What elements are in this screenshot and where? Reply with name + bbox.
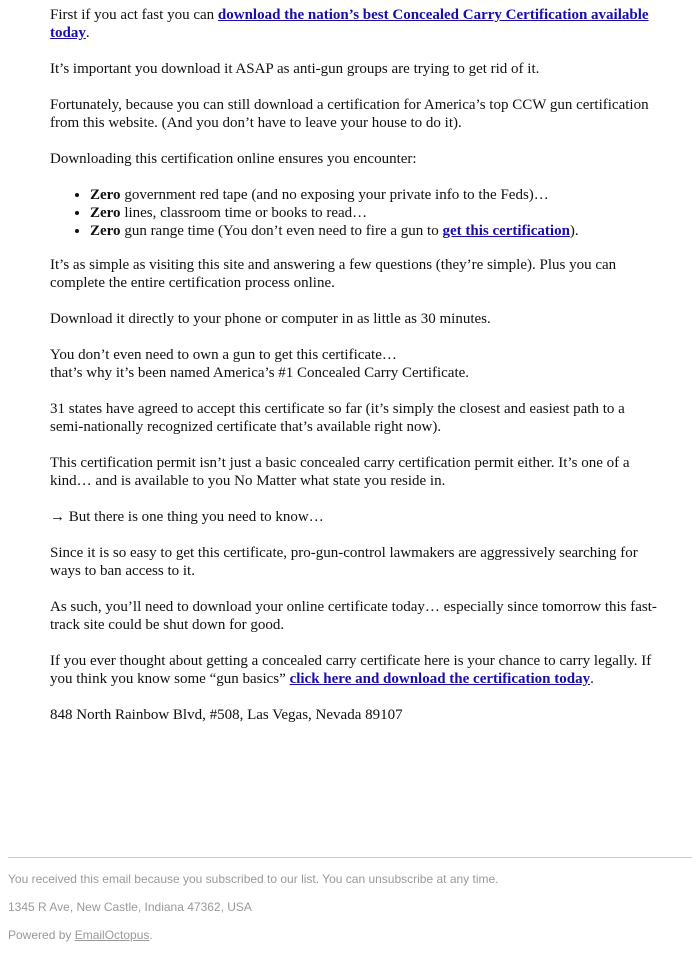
paragraph-as-such: As such, you’ll need to download your online certificate today… especially since tomorrow this fast-track site could be shut down for good. xyxy=(50,599,657,633)
footer-subscribed-notice: You received this email because you subscribed to our list. You can unsubscribe at any time. xyxy=(8,872,499,886)
paragraph-no-gun xyxy=(50,346,660,382)
emailoctopus-link[interactable]: EmailOctopus xyxy=(74,928,150,942)
intro-text: First if you act fast you can xyxy=(50,7,218,23)
bullet-text: lines, classroom time or books to read… xyxy=(120,205,368,221)
sender-address: 848 North Rainbow Blvd, #508, Las Vegas, Nevada 89107 xyxy=(50,707,403,723)
paragraph-simple: It’s as simple as visiting this site and answering a few questions (they’re simple). Plus you can complete the entire certification process online. xyxy=(50,257,617,291)
paragraph-lawmakers: Since it is so easy to get this certificate, pro-gun-control lawmakers are aggressively searching for ways to ban access to it. xyxy=(50,545,638,579)
paragraph-closing xyxy=(50,652,660,688)
paragraph-download-direct: Download it directly to your phone or computer in as little as 30 minutes. xyxy=(50,311,491,327)
footer-divider xyxy=(8,857,692,858)
paragraph-states: 31 states have agreed to accept this certificate so far (it’s simply the closest and easiest path to a semi-nationally recognized certificate that’s available right now). xyxy=(50,401,625,435)
bullet-bold: Zero xyxy=(90,187,121,203)
intro-paragraph xyxy=(50,6,660,42)
click-here-download-link[interactable]: click here and download the certification today xyxy=(289,671,591,687)
list-item xyxy=(90,186,660,204)
footer-address: 1345 R Ave, New Castle, Indiana 47362, USA xyxy=(8,900,252,914)
email-body xyxy=(50,6,660,742)
intro-suffix: . xyxy=(85,25,90,41)
get-certification-link[interactable]: get this certification xyxy=(442,223,570,239)
list-item xyxy=(90,204,660,222)
powered-by-text: Powered by xyxy=(8,928,75,942)
no-gun-line-1: You don’t even need to own a gun to get this certificate… xyxy=(50,347,397,363)
bullet-suffix: ). xyxy=(569,223,579,239)
list-item xyxy=(90,222,660,240)
closing-text: If you ever thought about getting a concealed carry certificate here is your chance to carry legally. If you think you know some “gun basics” xyxy=(50,653,652,687)
footer-powered-by xyxy=(8,928,692,942)
paragraph-permit: This certification permit isn’t just a basic concealed carry certification permit either. It’s one of a kind… and is available to you No Matter what state you reside in. xyxy=(50,455,630,489)
powered-by-suffix: . xyxy=(149,928,153,942)
paragraph-fortunately: Fortunately, because you can still download a certification for America’s top CCW gun certification from this website. (And you don’t have to leave your house to do it). xyxy=(50,97,649,131)
bullet-bold: Zero xyxy=(90,205,121,221)
bullet-text: gun range time (You don’t even need to fire a gun to xyxy=(120,223,443,239)
benefits-list xyxy=(50,186,660,240)
bullet-text: government red tape (and no exposing your private info to the Feds)… xyxy=(120,187,549,203)
paragraph-downloading: Downloading this certification online ensures you encounter: xyxy=(50,151,417,167)
download-certification-link[interactable]: download the nation’s best Concealed Carry Certification available today xyxy=(50,7,649,41)
bullet-bold: Zero xyxy=(90,223,121,239)
paragraph-one-thing: → But there is one thing you need to know… xyxy=(50,509,324,525)
no-gun-line-2: that’s why it’s been named America’s #1 Concealed Carry Certificate. xyxy=(50,365,470,381)
closing-suffix: . xyxy=(590,671,594,687)
email-footer xyxy=(8,872,692,956)
paragraph-asap: It’s important you download it ASAP as anti-gun groups are trying to get rid of it. xyxy=(50,61,540,77)
